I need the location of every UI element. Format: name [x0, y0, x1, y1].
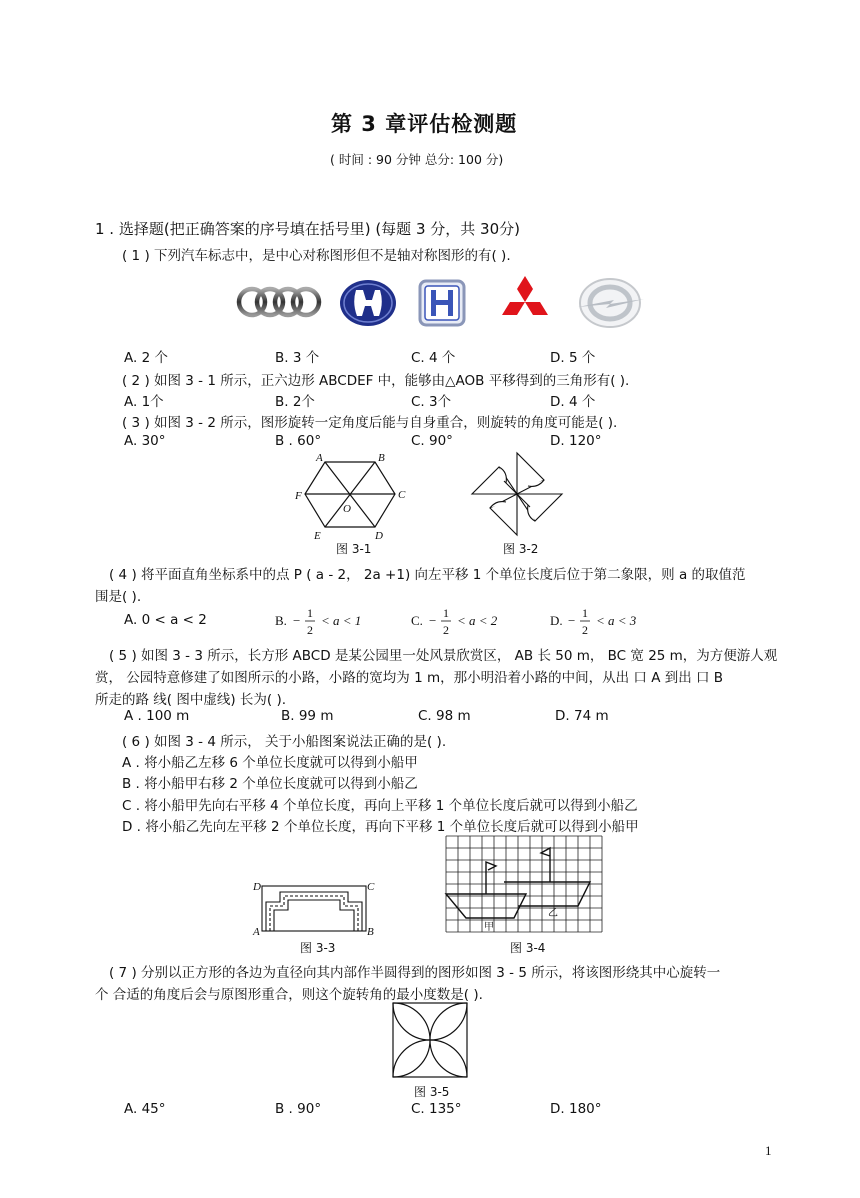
question-5-line2: 赏， 公园特意修建了如图所示的小路，小路的宽均为 1 m，那小明沿着小路的中间，从出 口 A 到出 口 B — [95, 670, 724, 686]
svg-text:−: − — [568, 613, 576, 628]
page-title: 第 3 章评估检测题 — [331, 112, 518, 136]
q7-option-d: D. 180° — [550, 1101, 602, 1117]
q3-option-a: A. 30° — [124, 433, 166, 449]
hyundai-logo — [338, 278, 398, 328]
question-1-stem: ( 1 ) 下列汽车标志中，是中心对称图形但不是轴对称图形的有( ). — [122, 248, 511, 264]
q1-option-b: B. 3 个 — [275, 350, 320, 366]
q6-option-a: A . 将小船乙左移 6 个单位长度就可以得到小船甲 — [122, 755, 418, 771]
question-4-stem-line2: 围是( ). — [95, 589, 142, 605]
q6-option-d: D . 将小船乙先向左平移 2 个单位长度，再向下平移 1 个单位长度后就可以得到小船甲 — [122, 819, 639, 835]
figure-3-4-caption: 图 3-4 — [510, 941, 546, 955]
figure-3-3-park-path — [253, 880, 375, 936]
q6-option-b: B . 将小船甲右移 2 个单位长度就可以得到小船乙 — [122, 776, 418, 792]
q3-option-b: B . 60° — [275, 433, 322, 449]
figure-3-1-hexagon — [292, 452, 412, 542]
car-logos-row — [226, 266, 666, 338]
label-d: D — [253, 881, 261, 893]
label-yi: 乙 — [548, 908, 558, 919]
q7-option-b: B . 90° — [275, 1101, 322, 1117]
label-e: E — [314, 530, 321, 542]
q2-option-b: B. 2个 — [275, 394, 315, 410]
q4-b-num: 1 — [307, 606, 313, 620]
q3-option-c: C. 90° — [411, 433, 453, 449]
q3-option-d: D. 120° — [550, 433, 602, 449]
q1-option-a: A. 2 个 — [124, 350, 168, 366]
figure-3-5-caption: 图 3-5 — [414, 1085, 450, 1099]
q7-option-a: A. 45° — [124, 1101, 166, 1117]
q2-option-a: A. 1个 — [124, 394, 164, 410]
question-2-stem: ( 2 ) 如图 3 - 1 所示，正六边形 ABCDEF 中，能够由△AOB 平移得到的三角形有( ). — [122, 373, 630, 389]
question-5-line1: ( 5 ) 如图 3 - 3 所示，长方形 ABCD 是某公园里一处风景欣赏区， AB 长 50 m， BC 宽 25 m，为方便游人观 — [109, 648, 778, 664]
audi-logo — [236, 284, 322, 320]
q4-d-prefix: D. — [550, 613, 563, 628]
q5-option-c: C. 98 m — [418, 708, 471, 724]
exam-meta: ( 时间 : 90 分钟 总分: 100 分) — [330, 152, 504, 167]
figure-3-5-petal-square — [392, 1002, 468, 1078]
label-jia: 甲 — [484, 922, 494, 933]
question-5-line3: 所走的路 线( 图中虚线) 长为( ). — [95, 692, 287, 708]
q1-option-d: D. 5 个 — [550, 350, 596, 366]
svg-text:−: − — [429, 613, 437, 628]
figure-3-2-caption: 图 3-2 — [503, 542, 539, 556]
q4-c-den: 2 — [443, 623, 449, 637]
figure-3-3-caption: 图 3-3 — [300, 941, 336, 955]
label-a: A — [316, 452, 323, 464]
label-b: B — [367, 926, 374, 938]
q5-option-b: B. 99 m — [281, 708, 334, 724]
q4-d-num: 1 — [582, 606, 588, 620]
label-f: F — [295, 490, 302, 502]
question-7-line2: 个 合适的角度后会与原图形重合，则这个旋转角的最小度数是( ). — [95, 987, 483, 1003]
q1-option-c: C. 4 个 — [411, 350, 456, 366]
q4-b-den: 2 — [307, 623, 313, 637]
q2-option-d: D. 4 个 — [550, 394, 596, 410]
question-3-stem: ( 3 ) 如图 3 - 2 所示，图形旋转一定角度后能与自身重合，则旋转的角度可能是( ). — [122, 415, 618, 431]
q7-option-c: C. 135° — [411, 1101, 462, 1117]
mitsubishi-logo — [496, 274, 554, 328]
q4-option-a: A. 0 < a < 2 — [124, 612, 207, 628]
q2-option-c: C. 3个 — [411, 394, 452, 410]
question-7-line1: ( 7 ) 分别以正方形的各边为直径向其内部作半圆得到的图形如图 3 - 5 所示，将该图形绕其中心旋转一 — [109, 965, 721, 981]
q5-option-a: A . 100 m — [124, 708, 190, 724]
q4-b-prefix: B. — [275, 613, 287, 628]
label-d: D — [375, 530, 383, 542]
q4-d-tail: < a < 3 — [596, 613, 637, 628]
section-heading: 1 . 选择题(把正确答案的序号填在括号里) (每题 3 分，共 30分) — [95, 220, 520, 238]
svg-text:−: − — [293, 613, 301, 628]
q6-option-c: C . 将小船甲先向右平移 4 个单位长度，再向上平移 1 个单位长度后就可以得到小船乙 — [122, 798, 638, 814]
figure-3-2-pinwheel — [468, 450, 568, 538]
honda-logo — [417, 278, 467, 328]
q4-c-tail: < a < 2 — [457, 613, 498, 628]
q4-b-tail: < a < 1 — [321, 613, 362, 628]
figure-3-4-boat-grid — [444, 836, 604, 936]
label-c: C — [398, 489, 406, 501]
opel-logo — [574, 276, 646, 330]
q5-option-d: D. 74 m — [555, 708, 609, 724]
q4-c-num: 1 — [443, 606, 449, 620]
page-number: 1 — [765, 1143, 772, 1158]
label-o: O — [343, 503, 351, 515]
question-4-stem-line1: ( 4 ) 将平面直角坐标系中的点 P ( a - 2， 2a +1) 向左平移 1 个单位长度后位于第二象限，则 a 的取值范 — [109, 567, 746, 583]
label-c: C — [367, 881, 375, 893]
question-6-stem: ( 6 ) 如图 3 - 4 所示， 关于小船图案说法正确的是( ). — [122, 734, 447, 750]
label-b: B — [378, 452, 385, 464]
q4-c-prefix: C. — [411, 613, 423, 628]
label-a: A — [253, 926, 260, 938]
figure-3-1-caption: 图 3-1 — [336, 542, 372, 556]
q4-d-den: 2 — [582, 623, 588, 637]
